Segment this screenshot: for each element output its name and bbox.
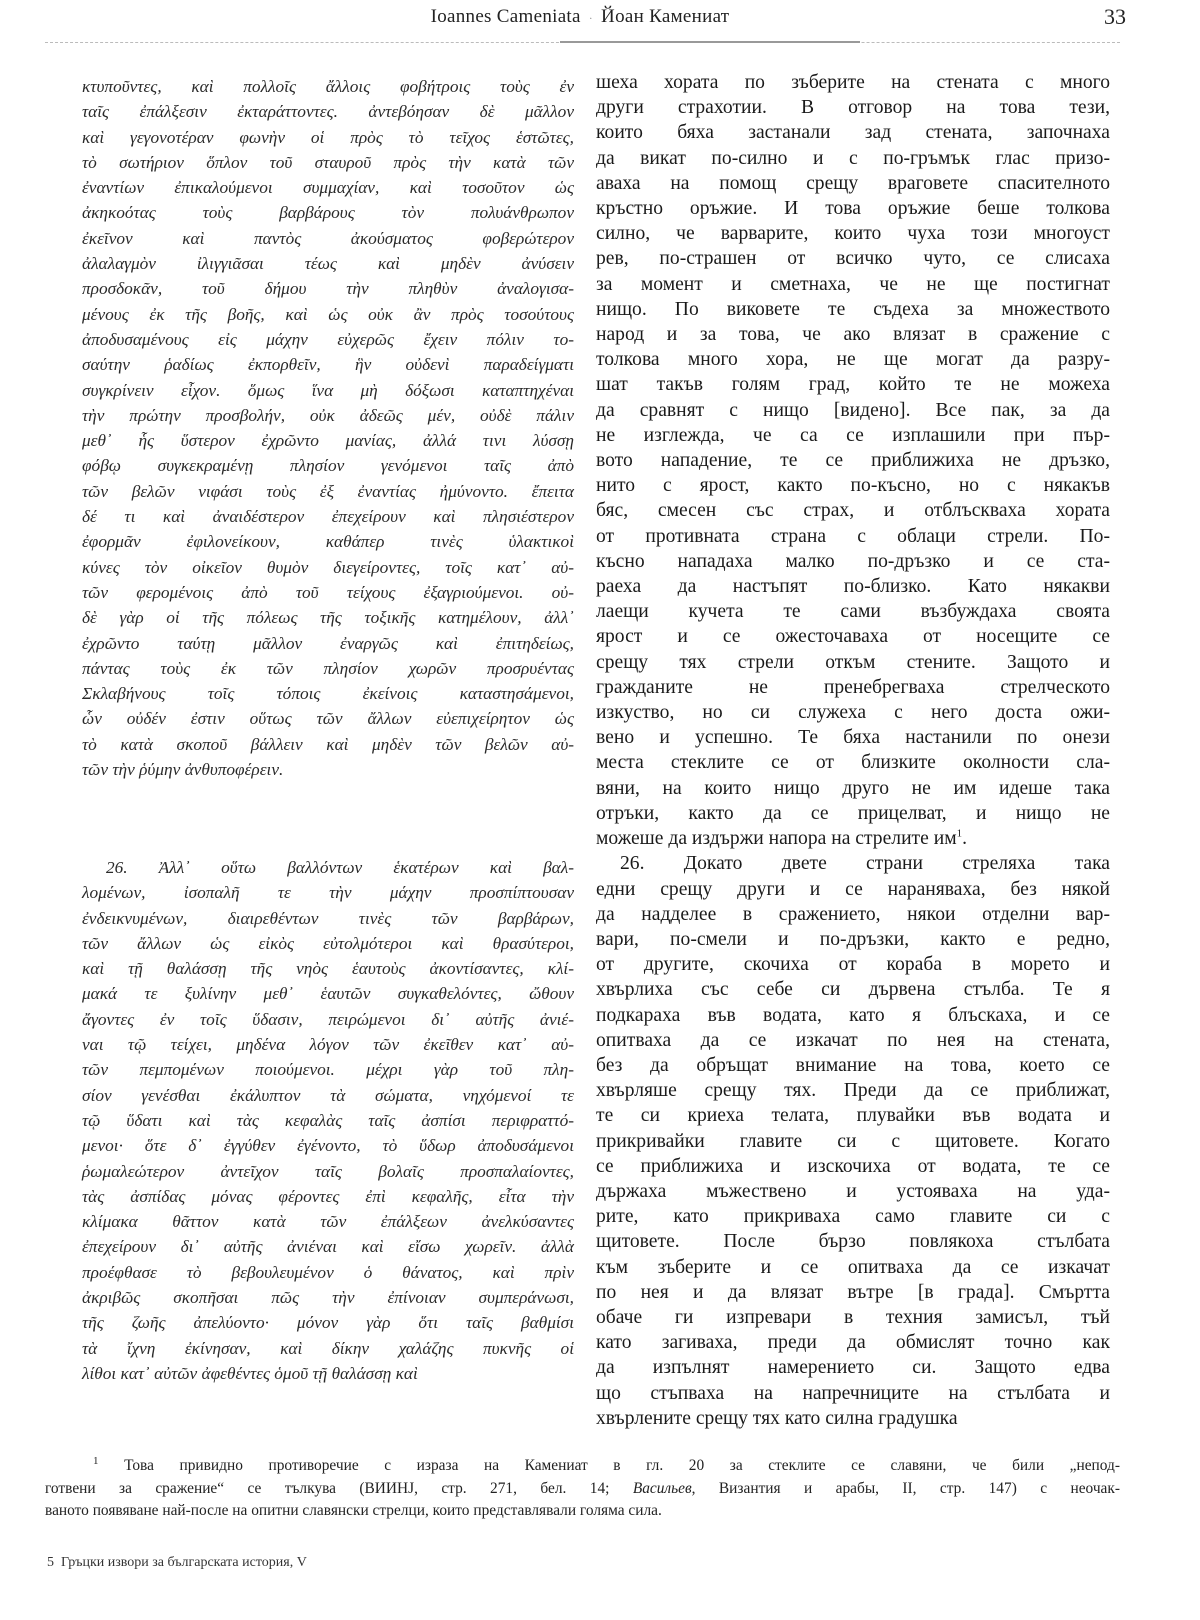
bulgarian-line: от противната страна с облаци стрели. По- [596,525,1110,547]
bulgarian-paragraph-25 [596,70,1110,851]
bulgarian-line: места стеклите се от близките околности сла- [596,752,1110,774]
bulgarian-line: хвърлените срещу тях като силна градушка [596,1407,958,1429]
greek-line: μένους ἐκ τῆς βοῆς, καὶ ὡς οὐκ ἂν πρὸς τοσούτους [82,304,574,324]
bulgarian-line: ярост и се ожесточаваха от носещите се [596,626,1110,648]
bulgarian-line: вари, по-смели и по-дръзки, както е редно, [596,928,1110,950]
footnote-author-italic: Васильев [632,1479,692,1497]
footnote-marker: 1 [93,1454,99,1467]
running-title [0,6,1160,28]
greek-line: ἄγοντες ἐν τοῖς ὕδασιν, πειρώμενοι δι᾿ αὐτῆς ἀνιέ- [82,1009,574,1029]
bulgarian-line: шеха хората по зъберите на стената с много [596,72,1110,93]
bulgarian-line: силно, че варварите, които чуха този многоуст [596,223,1110,245]
greek-line: δὲ γὰρ οἱ τῆς πόλεως τῆς τοξικῆς κατημέλουν, ἀλλ᾿ [82,608,574,628]
greek-line: ἀποδυσαμένους εἰς μάχην εὐχερῶς ἔχειν πόλιν το- [82,329,574,349]
bulgarian-line: шат такъв голям град, който те не можеха [596,374,1110,396]
bulgarian-line: като загиваха, преди да обмислят точно как [596,1332,1110,1354]
greek-line: μακά τε ξυλίνην μεθ᾿ ἑαυτῶν συγκαθελόντες, ὤθουν [82,984,574,1004]
bulgarian-line: бяс, смесен със страх, и отблъскваха хората [596,500,1110,522]
bulgarian-line: едни срещу други и се нараняваха, без някой [596,878,1110,900]
bulgarian-line: не изглежда, че са се изплашили при пър- [596,424,1110,446]
bulgarian-line: срещу тях стрели откъм стените. Защото и [596,651,1110,673]
bulgarian-paragraph-26 [596,851,1110,1431]
greek-line: τῶν φερομένοις ἀπὸ τοῦ τείχους ἐξαγριούμενοι. οὐ- [82,582,574,602]
greek-line: τὸ σωτήριον ὅπλον τοῦ σταυροῦ πρὸς τὴν κατὰ τῶν [82,152,574,172]
title-separator: · [588,11,594,25]
footnote-line-2: готвени за сражение“ се тълкува (ВИИНJ, стр. 271, бел. 14; Васильев, Византия и арабы, II, стр. 147) с неочак- [45,1479,1120,1497]
bulgarian-line: се приближиха и изскочиха от водата, те се [596,1155,1110,1177]
greek-line: μενοι· ὅτε δ᾿ ἐγγύθεν ἐγένοντο, τὸ ὕδωρ ἀποδυσάμενοι [82,1136,574,1156]
greek-line: τῶν πεμπομένων ποιούμενοι. μέχρι γὰρ τοῦ πλη- [82,1060,574,1080]
bulgarian-line: вото нападение, те се приближиха не дръзко, [596,450,1110,472]
bulgarian-line: за момент и сметнаха, че не ще постигнат [596,273,1110,295]
footnote [45,1455,1120,1523]
bulgarian-line: кръстно оръжие. И това оръжие беше толкова [596,198,1110,220]
bulgarian-line: да сравнят с нищо [видено]. Все пак, за да [596,399,1110,421]
bulgarian-line: да викат по-силно и с по-гръмък глас призо- [596,147,1110,169]
greek-line: ὧν οὐδέν ἐστιν οὕτως τῶν ἄλλων εὐεπιχείρητον ὡς [82,709,574,729]
bulgarian-line: да изпълнят намерението си. Защото едва [596,1357,1110,1379]
bulgarian-line: аваха на помощ срещу враговете спасителното [596,172,1110,194]
bulgarian-line: опитваха да се изкачат по нея на стената, [596,1029,1110,1051]
greek-line: σίον γενέσθαι ἐκάλυπτον τὰ σώματα, νηχόμενοί τε [82,1085,574,1105]
bulgarian-line: толкова много хора, не ще могат да разру- [596,349,1110,371]
bulgarian-line: други страхотии. В отговор на това тези, [596,97,1110,119]
greek-line: τὰ ἴχνη ἐκίνησαν, καὶ δίκην χαλάζης πυκνῆς οἱ [82,1338,574,1358]
greek-line: σαύτην ῥαδίως ἐκπορθεῖν, ἣν οὐδενὶ παραδείγματι [82,355,574,375]
bulgarian-line: рите, като прикриваха само главите си с [596,1206,1110,1228]
greek-text-block-2 [82,855,574,1386]
bulgarian-line: хвърляше срещу тях. Преди да се приближат, [596,1080,1110,1102]
bulgarian-line: вено и успешно. Те бяха настанили по онези [596,727,1110,749]
bulgarian-line: хвърлиха със себе си дървена стълба. Те я [596,979,1110,1001]
bulgarian-line: от другите, скочиха от кораба в морето и [596,954,1110,976]
greek-line: φόβῳ συγκεκραμένῃ πλησίον γενόμενοι ταῖς ἀπὸ [82,456,574,476]
bulgarian-line: нито с ярост, както по-късно, но с някакъв [596,475,1110,497]
greek-line: προσδοκᾶν, τοῦ δήμου τὴν πληθὺν ἀναλογισα- [82,279,574,299]
footnote-line-1: $^1$ Това привидно противоречие с израза на Камениат в гл. 20 за стеклите се славяни, че били „непод- [93,1454,1120,1474]
title-cyrillic: Йоан Камениат [601,6,730,27]
bulgarian-line: вяни, на които нищо друго не им идеше така [596,777,1110,799]
greek-line: ἐφορμᾶν ἐφιλονείκουν, καθάπερ τινὲς ὑλακτικοὶ [82,532,574,552]
greek-line: τὴν πρώτην προσβολήν, οὐκ ἀδεῶς μέν, οὐδὲ πάλιν [82,405,574,425]
bulgarian-line: 26. Докато двете страни стреляха така [620,853,1110,875]
bulgarian-line: подкараха във водата, като я блъскаха, и се [596,1004,1110,1026]
greek-line: ναι τῷ τείχει, μηδένα λόγον τῶν ἐκεῖθεν κατ᾿ αὐ- [82,1035,574,1055]
greek-text-block-1 [82,74,574,782]
bulgarian-line: раеха да настъпят по-близко. Като някакви [596,576,1110,598]
page-number: 33 [1104,4,1126,29]
running-head [0,2,1200,36]
bulgarian-line: по нея и да влязат вътре [в града]. Смъртта [596,1281,1110,1303]
bulgarian-line: отръки, както да се прицелват, и нищо не [596,802,1110,824]
greek-line: δέ τι καὶ ἀναιδέστερον ἐπεχείρουν καὶ πλησιέστερον [82,507,574,527]
sheet-number: 5 [47,1555,54,1570]
footnote-line-3: ваното появяване най-после на опитни славянски стрелци, които представлявали голяма сила. [45,1502,662,1519]
greek-line: 26. Ἀλλ᾿ οὕτω βαλλόντων ἑκατέρων καὶ βαλ- [106,858,574,877]
greek-line: συγκρίνειν εἶχον. ὅμως ἵνα μὴ δόξωσι καταπτηχέναι [82,380,574,400]
bulgarian-line: изкуство, но си служеха с него доста ожи- [596,702,1110,724]
greek-line: μεθ᾿ ἧς ὕστερον ἐχρῶντο μανίας, ἀλλά τινι λύσσῃ [82,431,574,451]
bulgarian-line: обаче ги изпревари в техния замисъл, тъй [596,1306,1110,1328]
greek-line: καὶ γεγονοτέραν φωνὴν οἱ πρὸς τὸ τεῖχος ἑστῶτες, [82,127,574,147]
greek-line: πάντας τοὺς ἐκ τῶν πλησίον χωρῶν προσρυέντας [82,658,574,678]
bulgarian-line: прикривайки главите си с щитовете. Когато [596,1130,1110,1152]
greek-line: τὰς ἀσπίδας μόνας φέροντες ἐπὶ κεφαλῆς, εἶτα τὴν [82,1186,574,1206]
greek-line: λομένων, ἰσοπαλῆ τε τὴν μάχην προσπίπτουσαν [82,883,574,903]
header-rule-accent [560,41,860,43]
bulgarian-line: без да обръщат внимание на това, което се [596,1054,1110,1076]
greek-line: ἐνδεικνυμένων, διαιρεθέντων τινὲς τῶν βαρβάρων, [82,908,574,928]
bulgarian-line: щитовете. После бързо повлякоха стълбата [596,1231,1110,1253]
greek-line: Σκλαβήνους τοῖς τόποις ἐκείνοις καταστησάμενοι, [82,684,574,704]
bulgarian-line: народ и за това, че ако влязат в сражение с [596,324,1110,346]
greek-line: κύνες τὸν οἰκεῖον θυμὸν διεγείροντες, τοῖς κατ᾿ αὐ- [82,557,574,577]
greek-line: τῶν βελῶν νιφάσι τοὺς ἐξ ἐναντίας ἠμύνοντο. ἔπειτα [82,481,574,501]
printer-signature [47,1555,307,1571]
greek-line: κτυποῦντες, καὶ πολλοῖς ἄλλοις φοβήτροις τοὺς ἐν [82,77,574,96]
greek-line: τῆς ζωῆς ἀπελύοντο· μόνον γὰρ ὅτι ταῖς βαθμίσι [82,1313,574,1333]
signature-text: Гръцки извори за българската история, V [61,1555,307,1570]
bulgarian-line: можеше да издържи напора на стрелите $им^1$. [596,827,968,850]
greek-line: ἐπεχείρουν δι᾿ αὐτῆς ἀνιέναι καὶ εἴσω χωρεῖν. ἀλλὰ [82,1237,574,1257]
greek-line: τὸ κατὰ σκοποῦ βάλλειν καὶ μηδὲν τῶν βελῶν αὐ- [82,734,574,754]
bulgarian-translation-column [596,70,1110,1431]
greek-line: ἐχρῶντο ταύτῃ μᾶλλον ἐναργῶς καὶ ἐπιτηδείως, [82,633,574,653]
greek-line: ἀλαλαγμὸν ἰλιγγιᾶσαι τέως καὶ μηδὲν ἀνύσειν [82,254,574,274]
greek-line: ἀκριβῶς σκοπῆσαι πῶς τὴν ἐπίνοιαν συμπεράνωσι, [82,1288,574,1308]
greek-line: καὶ τῇ θαλάσσῃ τῆς νηὸς ἑαυτοὺς ἀκοντίσαντες, κλί- [82,959,574,979]
greek-line: λίθοι κατ᾿ αὐτῶν ἀφεθέντες ὁμοῦ τῇ θαλάσσῃ καὶ [82,1363,418,1383]
greek-line: ἐναντίων ἐπικαλούμενοι συμμαχίαν, καὶ τοσοῦτον ὡς [82,178,574,198]
bulgarian-line: рев, по-страшен от всичко чуто, се слисаха [596,248,1110,270]
footnote-reference[interactable]: 1 [956,827,963,840]
bulgarian-line: нищо. По виковете те съдеха за множеството [596,298,1110,320]
bulgarian-line: да надделее в сражението, някои отделни вар- [596,903,1110,925]
bulgarian-line: лаещи кучета те сами възбуждаха своята [596,601,1110,623]
bulgarian-line: гражданите не пренебрегваха стрелческото [596,676,1110,698]
title-latin: Ioannes Cameniata [430,6,581,27]
greek-line: τῶν τὴν ῥύμην ἀνθυποφέρειν. [82,760,284,780]
bulgarian-line: които бяха застанали зад стената, започнаха [596,122,1110,144]
greek-line: τῷ ὕδατι καὶ τὰς κεφαλὰς ταῖς ἀσπίσι περιφραττό- [82,1110,574,1130]
greek-line: ἐκεῖνον καὶ παντὸς ἀκούσματος φοβερώτερον [82,228,574,248]
greek-line: τῶν ἄλλων ὡς εἰκὸς εὐτολμότεροι καὶ θρασύτεροι, [82,933,574,953]
bulgarian-line: що стъпваха на напречниците на стълбата и [596,1382,1110,1404]
bulgarian-line: късно нападаха малко по-дръзко и се ста- [596,550,1110,572]
bulgarian-line: към зъберите и се опитваха да се изкачат [596,1256,1110,1278]
greek-line: ῥωμαλεώτερον ἀντεῖχον ταῖς βολαῖς προσπαλαίοντες, [82,1161,574,1181]
greek-line: προέφθασε τὸ βεβουλευμένον ὁ θάνατος, καὶ πρὶν [82,1262,574,1282]
bulgarian-line: държаха мъжествено и устояваха на уда- [596,1180,1110,1202]
bulgarian-line: те си криеха телата, плувайки във водата и [596,1105,1110,1127]
greek-line: ἀκηκοότας τοὺς βαρβάρους τὸν πολυάνθρωπον [82,203,574,223]
greek-line: κλίμακα θᾶττον κατὰ τῶν ἐπάλξεων ἀνελκύσαντες [82,1212,574,1232]
greek-line: ταῖς ἐπάλξεσιν ἐκταράττοντες. ἀντεβόησαν δὲ μᾶλλον [82,102,574,122]
